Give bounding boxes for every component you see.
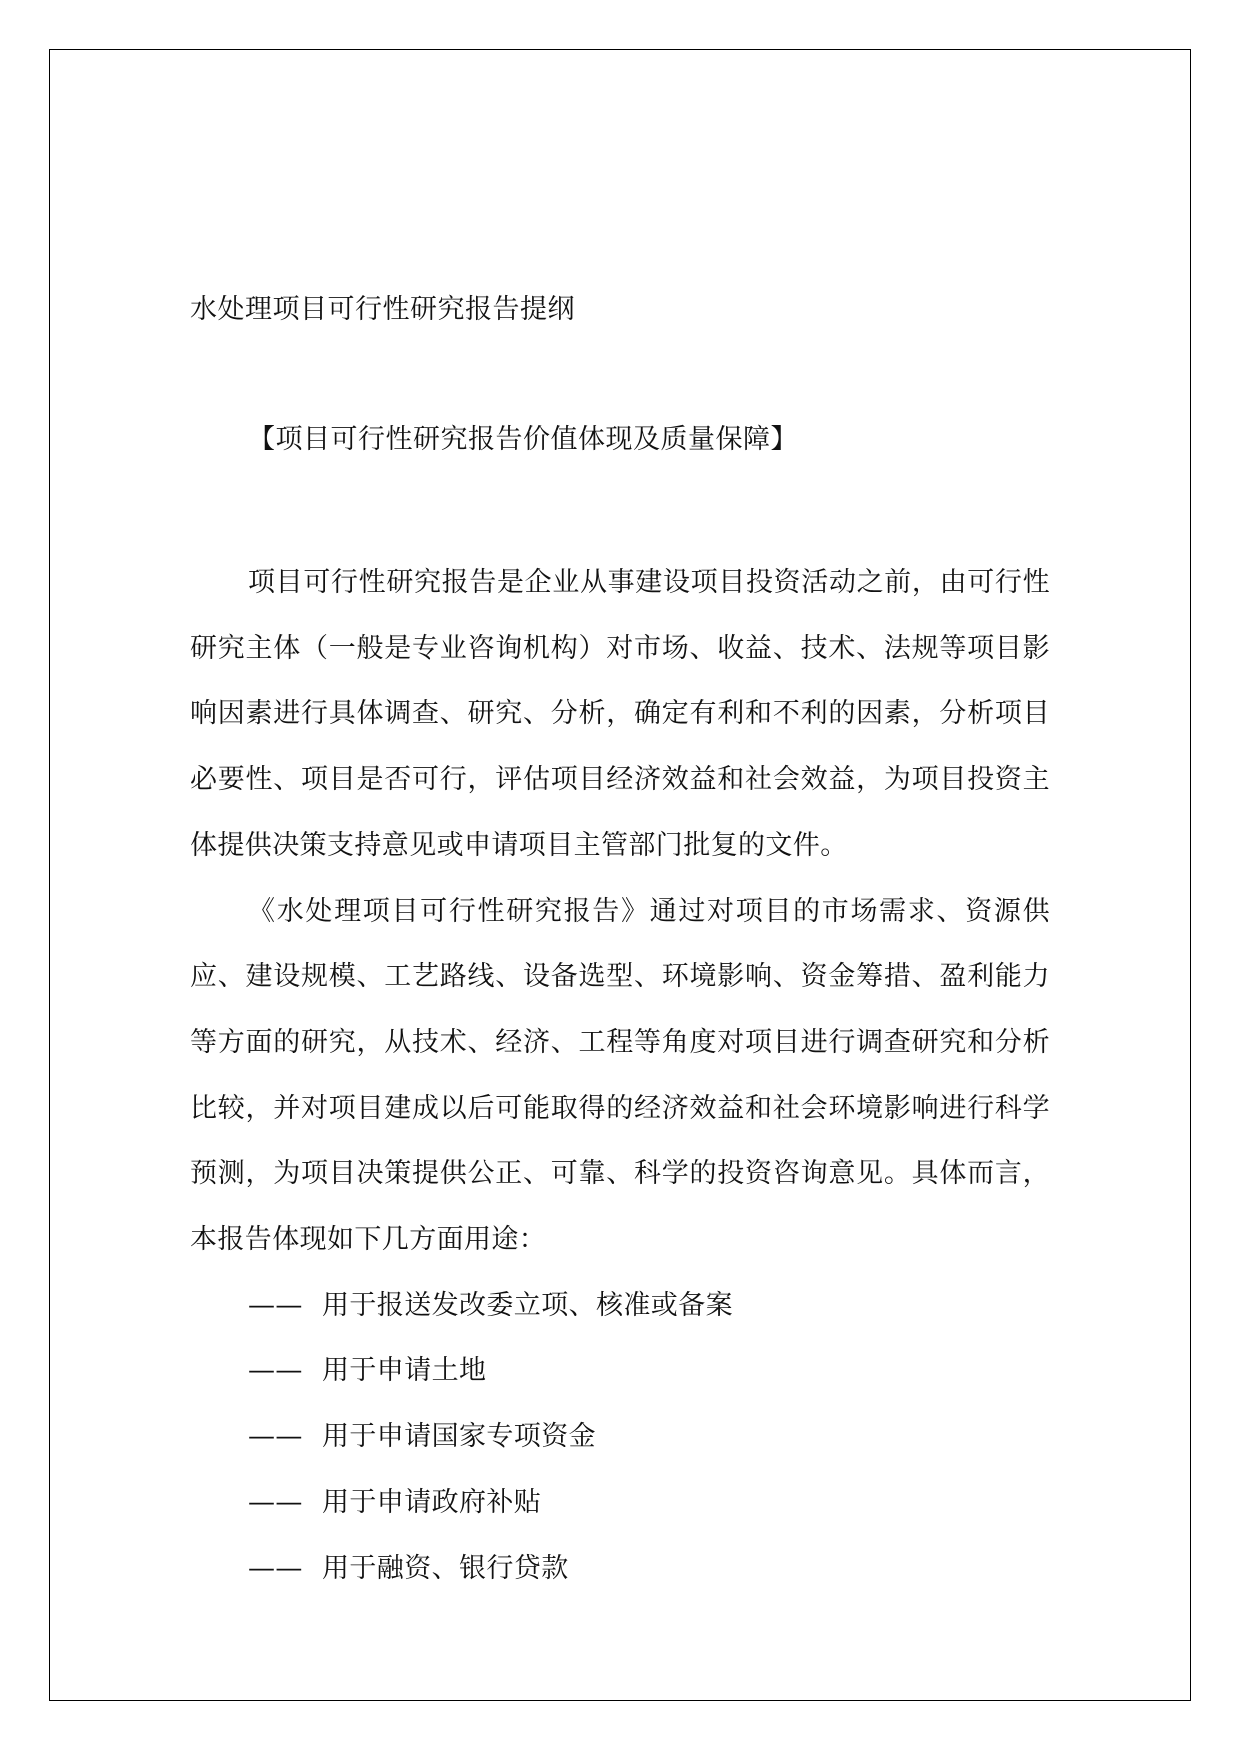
- document-content: [190, 290, 1050, 1584]
- list-dash: ——: [248, 1289, 303, 1321]
- usage-list: [190, 1273, 1050, 1602]
- list-item-text: 用于申请土地: [322, 1355, 487, 1387]
- list-dash: ——: [248, 1421, 303, 1453]
- paragraph: 项目可行性研究报告是企业从事建设项目投资活动之前，由可行性研究主体（一般是专业咨询机构）对市场、收益、技术、法规等项目影响因素进行具体调查、研究、分析，确定有利和不利的因素，分析项目必要性、项目是否可行，评估项目经济效益和社会效益，为项目投资主体提供决策支持意见或申请项目主管部门批复的文件。: [190, 567, 1050, 861]
- list-item-text: 用于申请政府补贴: [322, 1486, 542, 1518]
- document-body: [190, 550, 1050, 1601]
- list-item: [190, 1338, 1050, 1404]
- list-item: [190, 1404, 1050, 1470]
- list-dash: ——: [248, 1486, 303, 1518]
- list-item-text: 用于申请国家专项资金: [322, 1421, 596, 1453]
- document-title: 水处理项目可行性研究报告提纲: [190, 294, 575, 325]
- list-dash: ——: [248, 1552, 303, 1584]
- list-item: [190, 1273, 1050, 1339]
- list-item: [190, 1470, 1050, 1536]
- paragraph: 《水处理项目可行性研究报告》通过对项目的市场需求、资源供应、建设规模、工艺路线、设备选型、环境影响、资金筹措、盈利能力等方面的研究，从技术、经济、工程等角度对项目进行调查研究和分析比较，并对项目建成以后可能取得的经济效益和社会环境影响进行科学预测，为项目决策提供公正、可靠、科学的投资咨询意见。具体而言，本报告体现如下几方面用途：: [190, 895, 1050, 1256]
- list-dash: ——: [248, 1355, 303, 1387]
- section-heading: 【项目可行性研究报告价值体现及质量保障】: [248, 424, 798, 455]
- list-item: [190, 1536, 1050, 1602]
- list-item-text: 用于融资、银行贷款: [322, 1552, 569, 1584]
- list-item-text: 用于报送发改委立项、核准或备案: [322, 1289, 733, 1321]
